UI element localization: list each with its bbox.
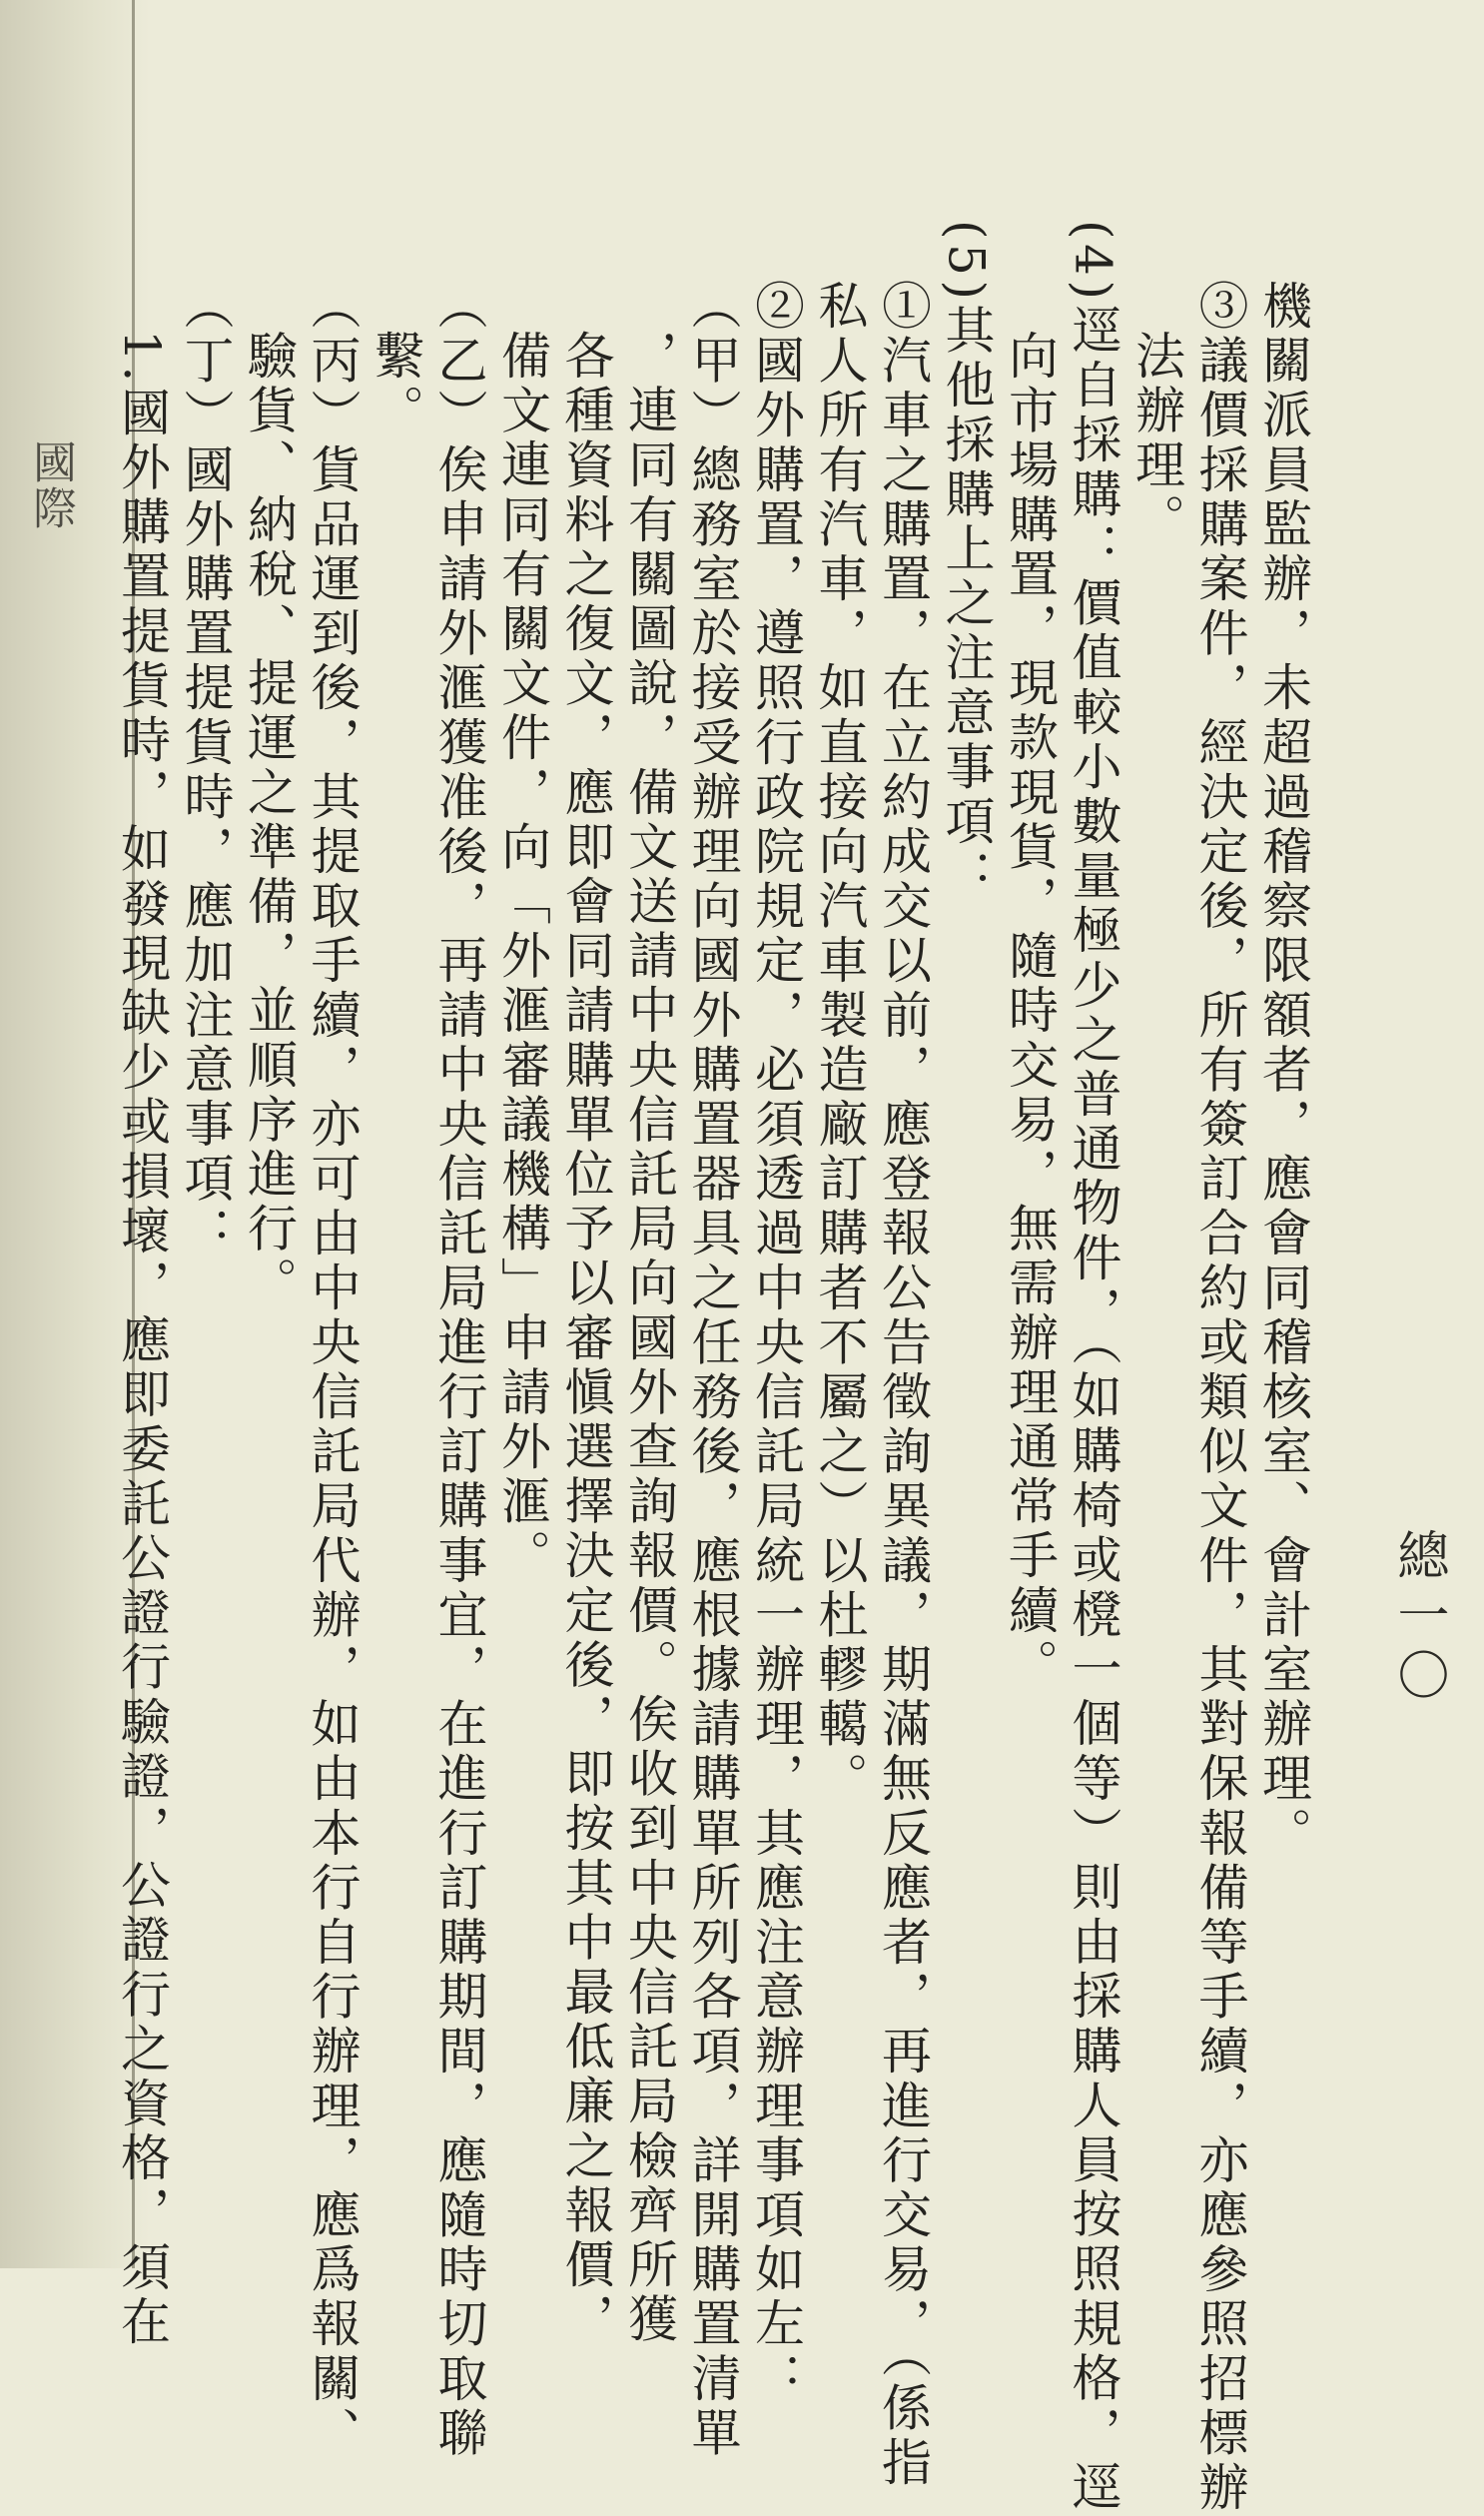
facing-page-text: 國際 [25,439,76,531]
page-number-header: 總一〇 [1388,1528,1448,1708]
text-column: 驗貨、納稅、提運之準備，並順序進行。 [240,330,298,1311]
text-column: ②國外購置，遵照行政院規定，必須透過中央信託局統一辦理，其應注意辦理事項如左： [747,280,805,2407]
text-column: 1.國外購置提貨時，如發現缺少或損壞，應即委託公證行驗證，公證行之資格，須在 [113,330,171,2350]
text-column: 各種資料之復文，應即會同請購單位予以審愼選擇決定後，即按其中最低廉之報價， [556,330,615,2348]
text-column: 法辦理。 [1127,330,1185,548]
text-column: （乙）俟申請外滙獲准後，再請中央信託局進行訂購事宜，在進行訂購期間，應隨時切取聯 [429,280,488,2461]
text-column: 私人所有汽車，如直接向汽車製造廠訂購者不屬之）以杜轇轕。 [810,280,869,1807]
text-column: 機關派員監辦，未超過稽察限額者，應會同稽核室、會計室辦理。 [1254,280,1312,1862]
text-column: 備文連同有關文件，向「外滙審議機構」申請外滙。 [493,330,551,1584]
text-column: (5)其他採購上之注意事項： [937,220,996,905]
text-column: ③議價採購案件，經決定後，所有簽訂合約或類似文件，其對保報備等手續，亦應參照招標辦 [1190,280,1249,2516]
text-column: （丙）貨品運到後，其提取手續，亦可由中央信託局代辦，如由本行自行辦理，應爲報關、 [303,280,362,2461]
text-column: ①汽車之購置，在立約成交以前，應登報公告徵詢異議，期滿無反應者，再進行交易，（係指 [874,280,932,2491]
text-column: （甲）總務室於接受辦理向國外購置器具之任務後，應根據請購單所列各項，詳開購置清單 [683,280,742,2461]
text-column: 繫。 [367,330,424,439]
text-column: 向市場購置，現款現貨，隨時交易，無需辦理通常手續。 [1001,330,1059,1693]
text-column: ，連同有關圖說，備文送請中央信託局向國外查詢報價。俟收到中央信託局檢齊所獲 [620,330,678,2348]
text-column: （丁）國外購置提貨時，應加注意事項： [176,280,235,1261]
vertical-text-body [113,220,1314,2516]
text-column: (4)逕自採購：價值較小數量極少之普通物件，（如購椅或櫈一個等）則由採購人員按照規格，逕 [1064,220,1122,2516]
